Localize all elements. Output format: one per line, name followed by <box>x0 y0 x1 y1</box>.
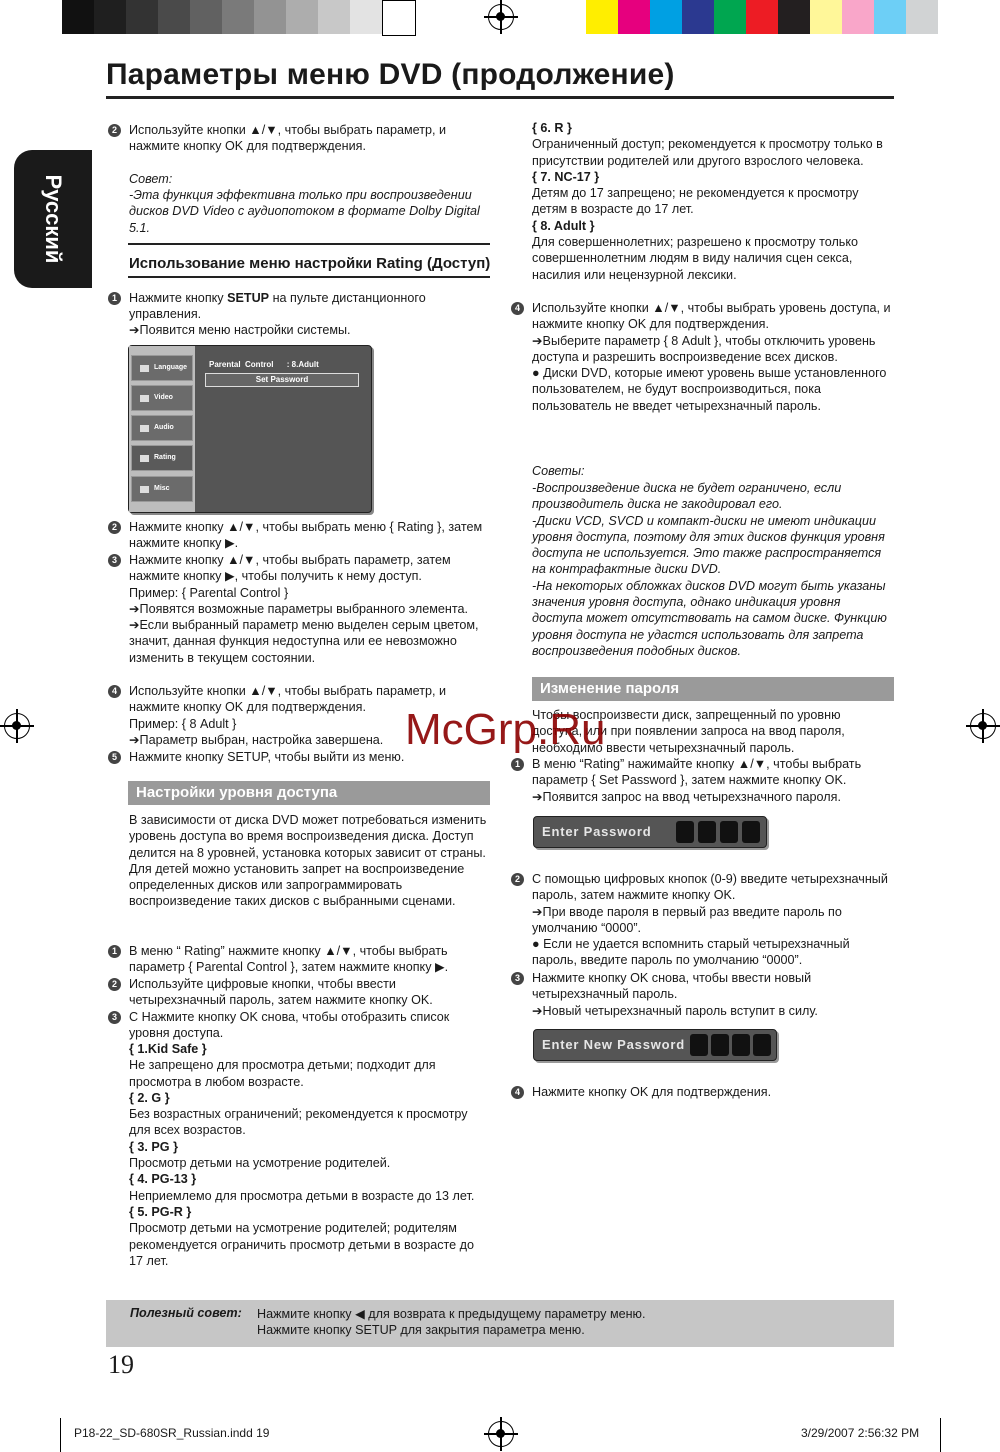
step-text: Нажмите кнопку OK для подтверждения. <box>532 1085 772 1099</box>
tip-label: Совет: <box>129 172 173 186</box>
menu-item-rating: Rating <box>131 445 193 471</box>
step-number: 2 <box>511 873 524 886</box>
section-text: В зависимости от диска DVD может потребоваться изменить уровень доступа во время воспроизведения диска. Доступ делится на 8 уровней, установка которых зависит от страны. Для детей можно установить запрет на воспроизведение определенных дисков или запрограммировать воспроизведение таких дисков с выбранными сценами. <box>129 813 487 909</box>
useful-tip-bar <box>106 1300 894 1347</box>
registration-mark-icon <box>4 713 30 739</box>
trim-mark <box>60 1418 61 1452</box>
color-swatch <box>906 0 938 34</box>
gray-swatch <box>158 0 190 34</box>
rating-levels-list <box>532 120 894 283</box>
password-digit <box>690 1034 708 1056</box>
color-swatch <box>746 0 778 34</box>
step-text: Используйте кнопки ▲/▼, чтобы выбрать параметр, и нажмите кнопку OK для подтверждения. <box>129 123 447 154</box>
step-text: В меню “ Rating” нажмите кнопку ▲/▼, чтобы выбрать параметр { Parental Control }, затем нажмите кнопку ▶. <box>129 944 449 975</box>
footer-file: P18-22_SD-680SR_Russian.indd 19 <box>74 1426 270 1440</box>
password-digit <box>711 1034 729 1056</box>
rating-level-name: { 8. Adult } <box>532 218 595 233</box>
step-number: 2 <box>108 978 121 991</box>
gray-swatch <box>350 0 382 34</box>
color-swatch <box>682 0 714 34</box>
step-text: В меню “Rating” нажимайте кнопку ▲/▼, чтобы выбрать параметр { Set Password }, затем нажмите кнопку OK. ➔Появится запрос на ввод четырехзначного пароля. <box>532 757 862 804</box>
parental-control-row: Parental Control : 8.Adult <box>209 360 319 369</box>
step-number: 4 <box>511 1086 524 1099</box>
title-rule <box>106 96 894 99</box>
enter-password-box <box>533 816 767 848</box>
rating-level-desc: Для совершеннолетних; разрешено к просмотру только совершеннолетним людям в виду наличия сцен секса, насилия или нецензурной лексики. <box>532 235 859 282</box>
language-tab <box>14 150 92 288</box>
step-number: 5 <box>108 751 121 764</box>
menu-item-misc: Misc <box>131 476 193 502</box>
color-swatch <box>810 0 842 34</box>
rating-level-name: { 6. R } <box>532 121 572 135</box>
color-swatch <box>650 0 682 34</box>
rating-level-name: { 1.Kid Safe } <box>129 1042 207 1056</box>
footer-date: 3/29/2007 2:56:32 PM <box>801 1426 920 1440</box>
color-swatch <box>618 0 650 34</box>
password-digit <box>720 821 738 843</box>
registration-mark-icon <box>488 1421 514 1447</box>
registration-mark-icon <box>488 4 514 30</box>
rating-level-desc: Детям до 17 запрещено; не рекомендуется к просмотру детям в возрасте до 17 лет. <box>532 186 859 217</box>
section-title: Настройки уровня доступа <box>128 781 490 805</box>
step-number: 3 <box>108 554 121 567</box>
step-number: 4 <box>511 302 524 315</box>
rating-levels-list <box>129 1041 489 1269</box>
password-digit <box>753 1034 771 1056</box>
tip-text: -Эта функция эффективна только при воспроизведении дисков DVD Video с аудиопотоком в формате Dolby Digital 5.1. <box>129 188 480 235</box>
step-text: Нажмите кнопку ▲/▼, чтобы выбрать параметр, затем нажмите кнопку ▶, чтобы получить к нему доступ. Пример: { Parental Control } ➔Появятся возможные параметры выбранного элемента. ➔Если выбранный параметр меню выделен серым цветом, значит, данная функция недоступна или ее невозможно изменить в текущем состоянии. <box>129 553 479 665</box>
password-digit <box>742 821 760 843</box>
rating-level-desc: Просмотр детьми на усмотрение родителей; родителям рекомендуется ограничить просмотр детьми в возрасте до 17 лет. <box>129 1221 475 1268</box>
color-swatch <box>778 0 810 34</box>
color-swatch <box>874 0 906 34</box>
gray-swatch <box>62 0 94 34</box>
step-number: 3 <box>511 972 524 985</box>
rating-level-name: { 2. G } <box>129 1090 170 1105</box>
rating-level-desc: Без возрастных ограничений; рекомендуется к просмотру для всех возрастов. <box>129 1107 468 1138</box>
gray-swatch <box>126 0 158 34</box>
menu-item-language: Language <box>131 355 193 381</box>
gray-swatch <box>190 0 222 34</box>
language-tab-label: Русский <box>41 174 66 264</box>
enter-new-password-label: Enter New Password <box>542 1037 685 1052</box>
section-title: Использование меню настройки Rating (Доступ) <box>129 255 491 272</box>
rating-level-name: { 5. PG-R } <box>129 1204 192 1219</box>
password-digit <box>732 1034 750 1056</box>
step-number: 1 <box>108 945 121 958</box>
step-number: 1 <box>108 292 121 305</box>
set-password-row: Set Password <box>205 373 359 387</box>
tips-text: -Воспроизведение диска не будет ограничено, если производитель диска не закодировал его. -Диски VCD, SVCD и компакт-диски не имеют индикации уровня доступа, поэтому для этих дисков функция уровня доступа не используется. Это также распространяется на контрафактные диски DVD. -На некоторых обложках дисков DVD могут быть указаны значения уровня доступа, однако индикация уровня доступа может отсутствовать на самом диске. Функцию уровня доступа не удастся использовать для запрета воспроизведения подобных дисков. <box>532 481 887 658</box>
rating-level-name: { 4. PG-13 } <box>129 1172 197 1187</box>
step-number: 2 <box>108 521 121 534</box>
rating-level-desc: Просмотр детьми на усмотрение родителей. <box>129 1156 391 1171</box>
gray-swatch <box>286 0 318 34</box>
rating-level-name: { 7. NC-17 } <box>532 169 600 184</box>
step-text: Нажмите кнопку ▲/▼, чтобы выбрать меню { Rating }, затем нажмите кнопку ▶. <box>129 520 483 551</box>
section-title: Изменение пароля <box>532 677 894 701</box>
watermark: McGrp.Ru <box>405 705 606 754</box>
step-text: С Нажмите кнопку OK снова, чтобы отобразить список уровня доступа. <box>129 1010 450 1041</box>
page-number: 19 <box>108 1350 134 1379</box>
menu-item-audio: Audio <box>131 415 193 441</box>
step-text: Используйте цифровые кнопки, чтобы ввести четырехзначный пароль, затем нажмите кнопку OK. <box>129 977 433 1008</box>
gray-swatch <box>382 0 416 36</box>
trim-mark <box>940 1418 941 1452</box>
tips-label: Советы: <box>532 464 585 478</box>
gray-swatch <box>254 0 286 34</box>
step-number: 2 <box>108 124 121 137</box>
rating-level-desc: Не запрещено для просмотра детьми; подходит для просмотра в любом возрасте. <box>129 1058 436 1089</box>
color-swatch <box>842 0 874 34</box>
step-text: Используйте кнопки ▲/▼, чтобы выбрать уровень доступа, и нажмите кнопку OK для подтверждения. ➔Выберите параметр { 8 Adult }, чтобы отключить уровень доступа и разрешить воспроизведение всех дисков. ● Диски DVD, которые имеют уровень выше установленного пользователем, не будут воспроизводиться, пока пользователь не введет четырехзначный пароль. <box>532 301 891 413</box>
menu-item-video: Video <box>131 385 193 411</box>
section-rule <box>128 243 490 245</box>
step-result: ➔Появится меню настройки системы. <box>129 323 351 337</box>
step-text: Нажмите кнопку OK снова, чтобы ввести новый четырехзначный пароль. ➔Новый четырехзначный пароль вступит в силу. <box>532 971 818 1018</box>
color-swatch <box>714 0 746 34</box>
rating-level-desc: Неприемлемо для просмотра детьми в возрасте до 13 лет. <box>129 1188 475 1203</box>
section-text: Чтобы воспроизвести диск, запрещенный по уровню доступа, или при появлении запроса на ввод пароля, необходимо ввести четырехзначный пароль. <box>532 708 845 755</box>
tip-lines: Нажмите кнопку ◀ для возврата к предыдущему параметру меню. Нажмите кнопку SETUP для закрытия параметра меню. <box>257 1307 646 1338</box>
gray-swatch <box>222 0 254 34</box>
enter-password-label: Enter Password <box>542 824 652 839</box>
page-title: Параметры меню DVD (продолжение) <box>106 58 675 91</box>
step-number: 3 <box>108 1011 121 1024</box>
section-rule <box>128 276 490 278</box>
registration-mark-icon <box>970 713 996 739</box>
step-number: 1 <box>511 758 524 771</box>
rating-level-desc: Ограниченный доступ; рекомендуется к просмотру только в присутствии родителей или другого взрослого человека. <box>532 137 883 168</box>
gray-swatch <box>318 0 350 34</box>
setup-menu-screenshot <box>128 345 372 513</box>
step-text: С помощью цифровых кнопок (0-9) введите четырехзначный пароль, затем нажмите кнопку OK. ➔При вводе пароля в первый раз введите пароль по умолчанию “0000”. ● Если не удается вспомнить старый четырехзначный пароль, введите пароль по умолчанию “0000”. <box>532 872 888 968</box>
gray-swatch <box>94 0 126 34</box>
step-text: Нажмите кнопку SETUP, чтобы выйти из меню. <box>129 750 405 764</box>
password-digit <box>676 821 694 843</box>
step-text: Нажмите кнопку SETUP на пульте дистанционного управления. <box>129 291 426 322</box>
color-swatch <box>586 0 618 34</box>
step-number: 4 <box>108 685 121 698</box>
tip-label: Полезный совет: <box>130 1306 242 1320</box>
password-digit <box>698 821 716 843</box>
enter-new-password-box <box>533 1029 777 1061</box>
step-text: Используйте кнопки ▲/▼, чтобы выбрать параметр, и нажмите кнопку OK для подтверждения. Пример: { 8 Adult } ➔Параметр выбран, настройка завершена. <box>129 684 447 747</box>
rating-level-name: { 3. PG } <box>129 1139 178 1154</box>
